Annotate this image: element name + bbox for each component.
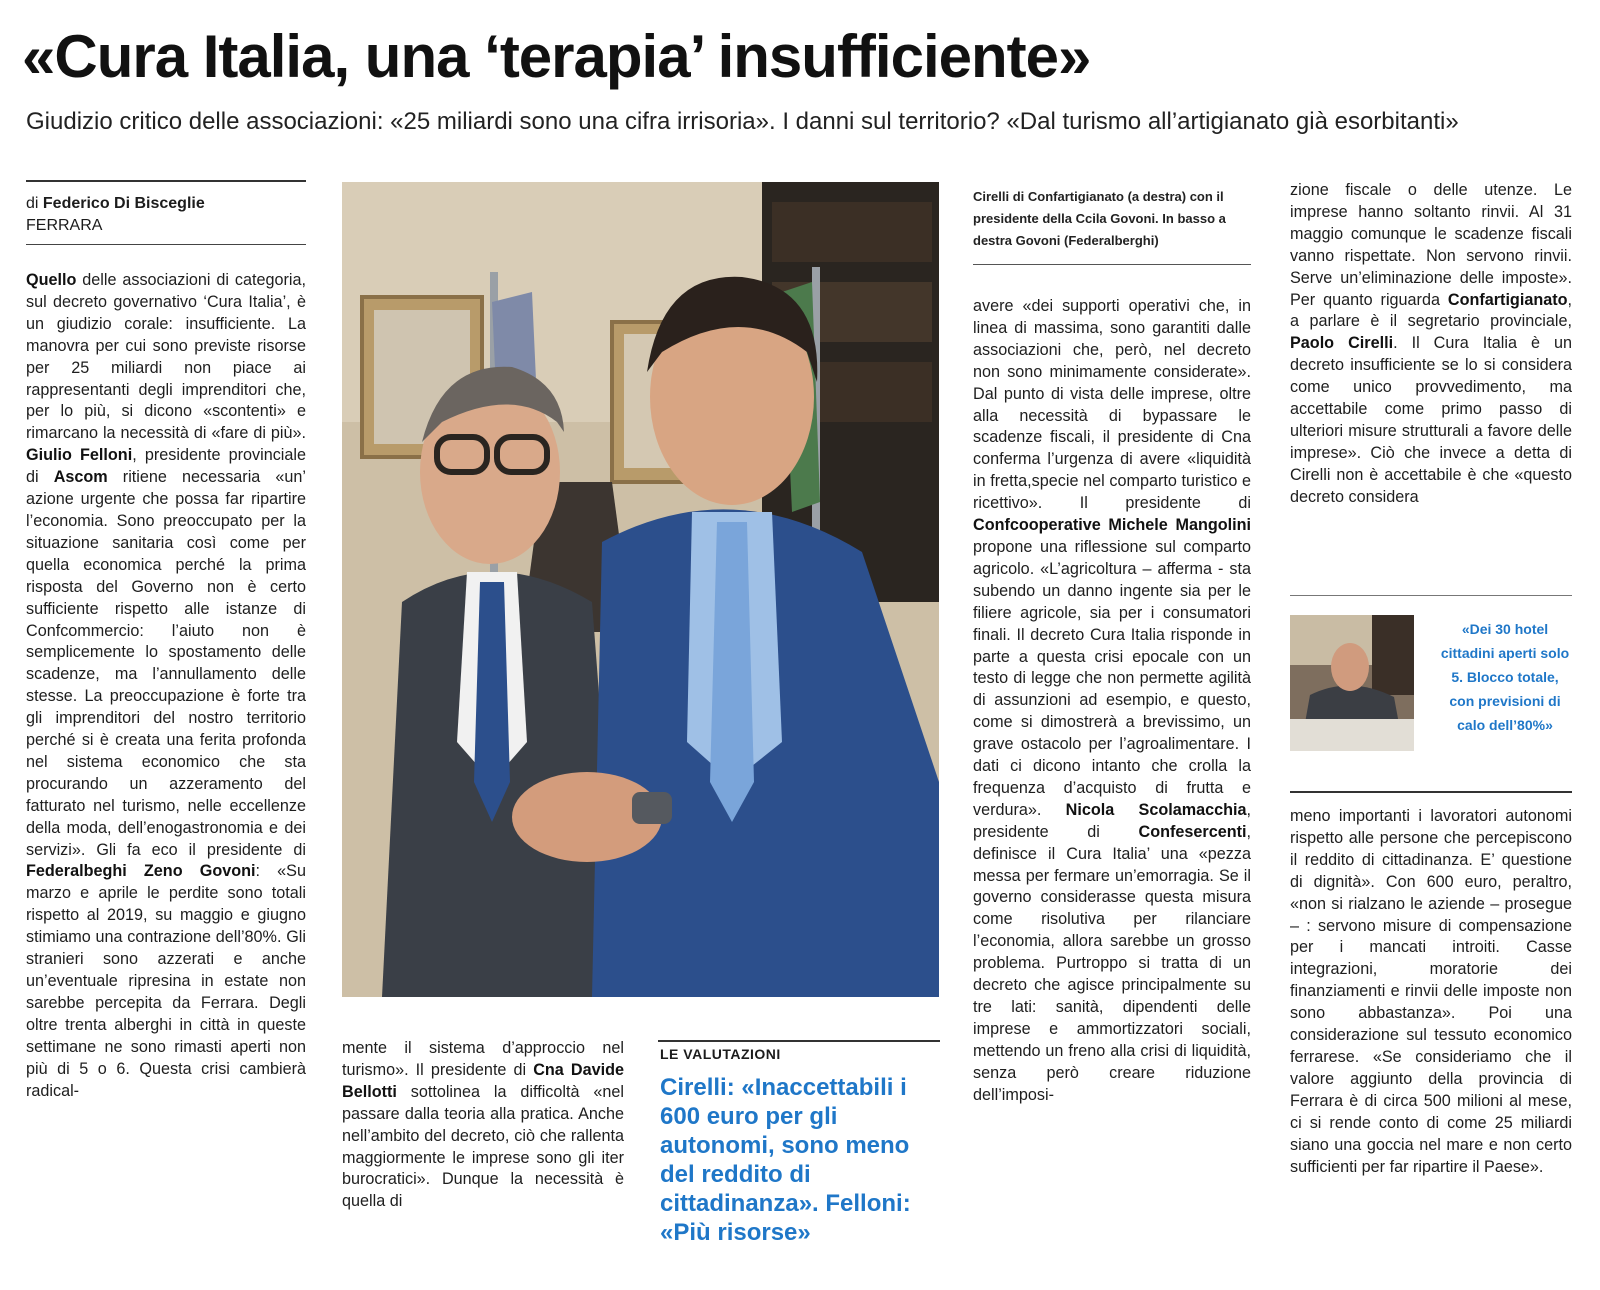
- name-michele-mangolini: Confcooperative Michele Mangolini: [973, 516, 1251, 535]
- text-run: , presidente provinciale di: [26, 446, 306, 487]
- text-run: mente il sistema d’approccio nel turismo». Il presidente di: [342, 1039, 624, 1079]
- sidebar-rule: [658, 1040, 940, 1042]
- article-column-3: [973, 296, 1251, 1107]
- text-run: delle associazioni di categoria, sul decreto governativo ‘Cura Italia’, è un giudizio corale: insufficiente. La manovra per cui sono previste risorse per 25 miliardi non piace ai rappresentanti degli imprenditori che, per lo più, si dicono «scontenti» e rimarcano la necessità di «fare di più».: [26, 271, 306, 443]
- name-nicola-scolamacchia: Nicola Scolamacchia: [1065, 800, 1247, 819]
- text-run: , a parlare è il segretario provinciale,: [1290, 290, 1572, 331]
- name-federalberghi: Federalbeghi Zeno Govoni: [26, 862, 256, 881]
- text-run: zione fiscale o delle utenze. Le imprese hanno soltanto rinvii. Al 31 maggio comunque le scadenze fiscali vanno rispettate. Non servono rinvii. Serve un’eliminazione delle imposte». Per quanto riguarda: [1290, 181, 1572, 309]
- article-column-4-bottom: [1290, 806, 1572, 1178]
- text-run: meno importanti i lavoratori autonomi rispetto alle persone che percepiscono il reddito di cittadinanza. E’ questione di dignità». Con 600 euro, peraltro, «non si rialzano le aziende – prosegue – : servono misure di compensazione per i mancati introiti. Casse integrazioni, moratorie dei finanziamenti e rinvii delle imposte non sono abbastanza». Poi una considerazione sul tessuto economico ferrarese. «Se consideriamo che il valore aggiunto della provincia di Ferrara è di circa 500 milioni al mese, ci si rende conto di come 25 miliardi siano una goccia nel mare e non certo sufficienti per far ripartire il Paese».: [1290, 807, 1572, 1176]
- name-giulio-felloni: Giulio Felloni: [26, 446, 133, 465]
- name-confesercenti: Confesercenti: [1138, 822, 1247, 841]
- text-run: . Il Cura Italia è un decreto insufficiente se lo si considera come unico provvedimento, ma accettabile come primo passo di ulteriori misure strutturali a favore delle imprese». Ciò che invece a detta di Cirelli non è accettabile è che «questo decreto considera: [1290, 334, 1572, 506]
- text-run: : «Su marzo e aprile le perdite sono totali rispetto al 2019, su maggio e giugno stimiamo una contrazione dell’80%. Gli stranieri sono azzerati e anche un’eventuale ripresina in estate non sarebbe percepita da Ferrara. Degli oltre trenta alberghi in città in queste settimane ne sono rimasti aperti non più di 5 o 6. Questa crisi cambierà radical-: [26, 862, 306, 1100]
- pullquote: «Dei 30 hotel cittadini aperti solo 5. Blocco totale, con previsioni di calo dell’80%»: [1440, 621, 1570, 733]
- headline: «Cura Italia, una ‘terapia’ insufficiente»: [22, 23, 1091, 90]
- inset-photo: [1290, 615, 1414, 751]
- inset-rule-top: [1290, 595, 1572, 596]
- byline-place: FERRARA: [26, 217, 103, 234]
- name-davide-bellotti: Cna Davide Bellotti: [342, 1060, 624, 1101]
- text-run: ritiene necessaria «un’ azione urgente che possa far ripartire l’economia. Sono preoccupato per la situazione sanitaria così come per quella economica perché la prima risposta del Governo non è certo sufficiente rispetto alle istanze di Confcommercio: l’aiuto non è semplicemente lo spostamento delle scadenze, ma l’annullamento delle stesse. La preoccupazione è forte tra gli imprenditori del nostro territorio perché si è creata una ferita profonda nel sistema economico che sta procurando un azzeramento del fatturato nel turismo, nelle eccellenze della moda, dell’enogastronomia e dei servizi». Gli fa eco il presidente di: [26, 468, 306, 859]
- photo-caption: Cirelli di Confartigianato (a destra) con il presidente della Ccila Govoni. In basso a destra Govoni (Federalberghi): [973, 189, 1226, 248]
- inset-rule-bottom: [1290, 791, 1572, 793]
- article-column-2: [342, 1038, 624, 1213]
- lead-word: Quello: [26, 271, 77, 289]
- text-run: , definisce il Cura Italia’ una «pezza messa per fermare un’emorragia. Se il governo considerasse questa misura come risolutiva per rilanciare l’economia, allora sarebbe un grosso problema. Purtroppo si tratta di un decreto che agisce principalmente su tre lati: sanità, dipendenti delle imprese e ammortizzatori sociali, mettendo un freno alla crisi di liquidità, senza però creare riduzione dell’imposi-: [973, 822, 1251, 1104]
- caption-rule: [973, 264, 1251, 265]
- sidebar-kicker: LE VALUTAZIONI: [660, 1046, 781, 1062]
- article-column-1: [26, 270, 306, 1102]
- sidebar-headline: Cirelli: «Inaccettabili i 600 euro per gli autonomi, sono meno del reddito di cittadinanza». Felloni: «Più risorse»: [660, 1074, 911, 1246]
- byline-rule: [26, 180, 306, 182]
- name-paolo-cirelli: Paolo Cirelli: [1290, 334, 1394, 353]
- name-ascom: Ascom: [53, 468, 108, 487]
- article-column-4-top: [1290, 180, 1572, 509]
- text-run: sottolinea la difficoltà «nel passare dalla teoria alla pratica. Anche nell’ambito del decreto, ciò che rallenta maggiormente le imprese sono gli iter burocratici». Dunque la necessità è quella di: [342, 1082, 624, 1211]
- byline-author: Federico Di Bisceglie: [42, 195, 205, 212]
- text-run: , presidente di: [973, 800, 1251, 841]
- byline-prefix: di: [26, 195, 39, 212]
- byline-rule-bottom: [26, 244, 306, 245]
- text-run: avere «dei supporti operativi che, in linea di massima, sono garantiti dalle associazioni che, però, nel decreto non sono minimamente considerate». Dal punto di vista delle imprese, oltre alla necessità di bypassare le scadenze fiscali, il presidente di Cna conferma l’urgenza di avere «liquidità in fretta,specie nel comparto turistico e ricettivo». Il presidente di: [973, 297, 1251, 513]
- subheadline: Giudizio critico delle associazioni: «25 miliardi sono una cifra irrisoria». I danni sul territorio? «Dal turismo all’artigianato già esorbitanti»: [26, 108, 1459, 135]
- govoni-portrait-illustration: [1290, 615, 1414, 751]
- handshake-photo-illustration: [342, 182, 939, 997]
- name-confartigianato: Confartigianato: [1447, 290, 1568, 309]
- text-run: propone una riflessione sul comparto agricolo. «L’agricoltura – afferma - sta subendo un danno ingente sia per le filiere agricole, sia per i consumatori finali. Il decreto Cura Italia risponde in parte a questa crisi epocale con un testo di legge che non permette agilità di assunzioni ad esempio, e questo, come si dimostrerà a brevissimo, un grave ostacolo per l’agroalimentare. I dati ci dicono intanto che crolla la frequenza d’acquisto di frutta e verdura».: [973, 537, 1251, 819]
- main-photo: [342, 182, 939, 997]
- byline: [26, 193, 306, 237]
